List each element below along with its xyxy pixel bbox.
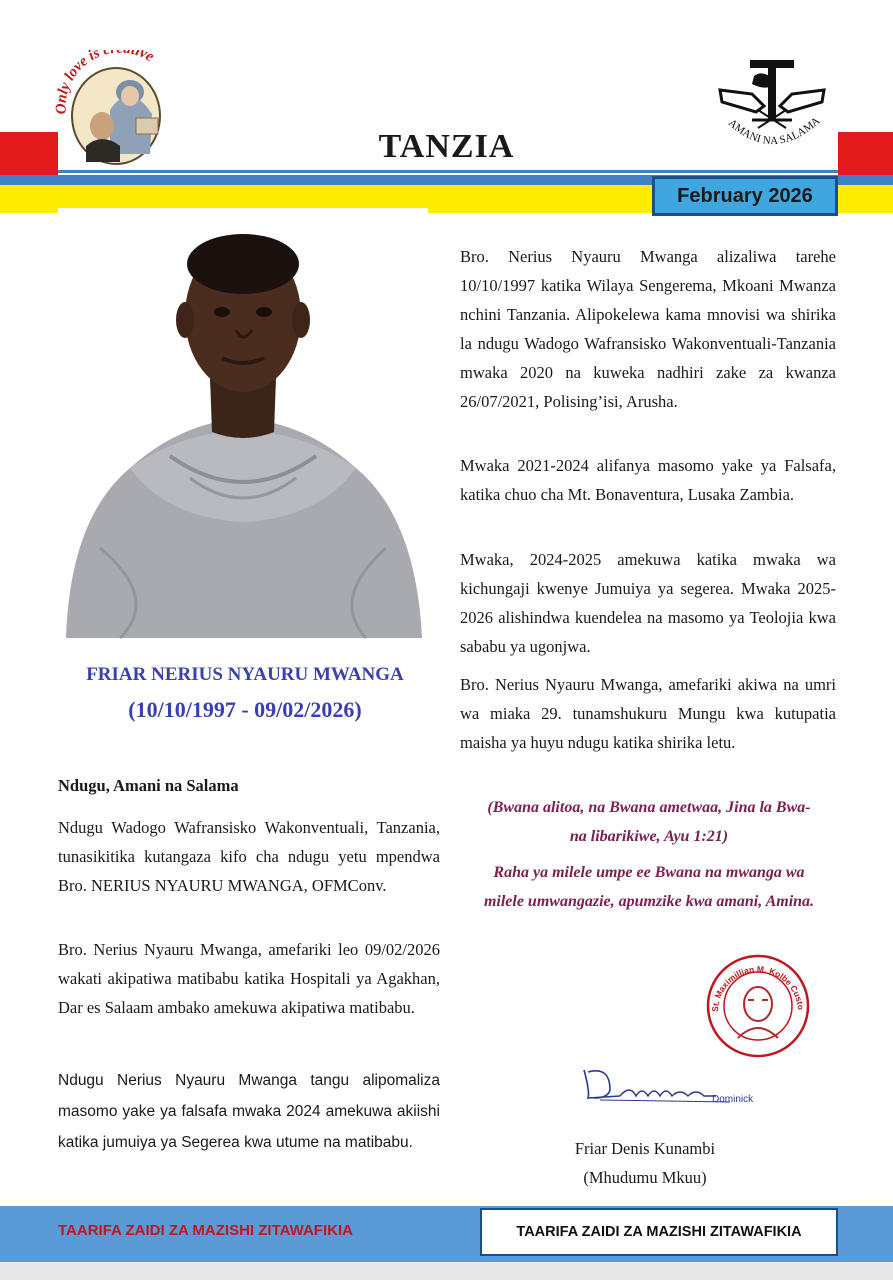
right-paragraph-1: Bro. Nerius Nyauru Mwanga alizaliwa tarehe 10/10/1997 katika Wilaya Sengerema, Mkoani Mwanza nchini Tanzania. Alipokelewa kama mnovisi wa shirika la ndugu Wadogo Wafransisko Wakonventuali-Tanzania mwaka 2020 na kuweka nadhiri zake za kwanza 26/07/2021, Polising’isi, Arusha. [460,247,836,411]
header-blue-line [58,170,838,173]
left-paragraph-1: Ndugu Wadogo Wafransisko Wakonventuali, Tanzania, tunasikitika kutangaza kifo cha ndugu yetu mpendwa Bro. NERIUS NYAURU MWANGA, OFMConv. [58,818,440,895]
signatory-name: Friar Denis Kunambi [574,1139,716,1158]
left-paragraph-3: Ndugu Nerius Nyauru Mwanga tangu alipomaliza masomo yake ya falsafa mwaka 2024 amekuwa akiishi katika jumuiya ya Segerea kwa utume na matibabu. [58,1072,440,1151]
scripture-quote [450,793,848,851]
signatory [560,1134,730,1192]
friar-portrait-image [60,218,426,644]
date-badge: February 2026 [652,176,838,216]
left-paragraph-2: Bro. Nerius Nyauru Mwanga, amefariki leo 09/02/2026 wakati akipatiwa matibabu katika Hospitali ya Agakhan, Dar es Salaam ambako amekuwa akipatiwa matibabu. [58,940,440,1017]
stamp-text: St. Maximillian M. Kolbe Custo [709,963,806,1013]
right-logo-text: AMANI NA SALAMA [725,114,823,148]
stamp-icon [704,952,812,1060]
scripture-quote-line-2: na libarikiwe, Ayu 1:21) [569,828,729,845]
svg-text:St. Maximillian M. Kolbe Custo [704,952,806,1012]
prayer-quote-line-1: Raha ya milele umpe ee Bwana na mwanga wa [493,864,805,881]
footer-bottom-strip [0,1262,893,1280]
right-paragraph-3: Mwaka, 2024-2025 amekuwa katika mwaka wa kichungaji kwenye Jumuiya ya segerea. Mwaka 2025-2026 alishindwa kuendelea na masomo ya Teolojia kwa sababu ya ugonjwa. [460,550,836,656]
right-paragraph-2: Mwaka 2021-2024 alifanya masomo yake ya Falsafa, katika chuo cha Mt. Bonaventura, Lusaka Zambia. [460,456,836,504]
greeting: Ndugu, Amani na Salama [58,776,239,795]
footer-left-text: TAARIFA ZAIDI ZA MAZISHI ZITAWAFIKIA [58,1222,353,1239]
signature-text: Dominick [712,1094,754,1105]
prayer-quote [450,858,848,916]
logo-arc-text: Only love is c tive [53,50,157,115]
scripture-quote-line-1: (Bwana alitoa, na Bwana ametwaa, Jina la Bwa- [487,799,811,816]
signatory-title: (Mhudumu Mkuu) [583,1168,707,1187]
page-title: TANZIA [378,128,515,165]
deceased-dates: (10/10/1997 - 09/02/2026) [128,697,362,722]
prayer-quote-line-2: milele umwangazie, apumzike kwa amani, Amina. [483,893,815,910]
signature [580,1062,760,1108]
deceased-name: FRIAR NERIUS NYAURU MWANGA [86,664,404,685]
footer-right-box: TAARIFA ZAIDI ZA MAZISHI ZITAWAFIKIA [480,1208,838,1256]
right-paragraph-4: Bro. Nerius Nyauru Mwanga, amefariki akiwa na umri wa miaka 29. tunamshukuru Mungu kwa kutupatia maisha ya huyu ndugu katika shirika letu. [460,675,836,752]
portrait-photo [60,218,426,644]
signature-icon [580,1062,760,1108]
custody-stamp [704,952,812,1060]
